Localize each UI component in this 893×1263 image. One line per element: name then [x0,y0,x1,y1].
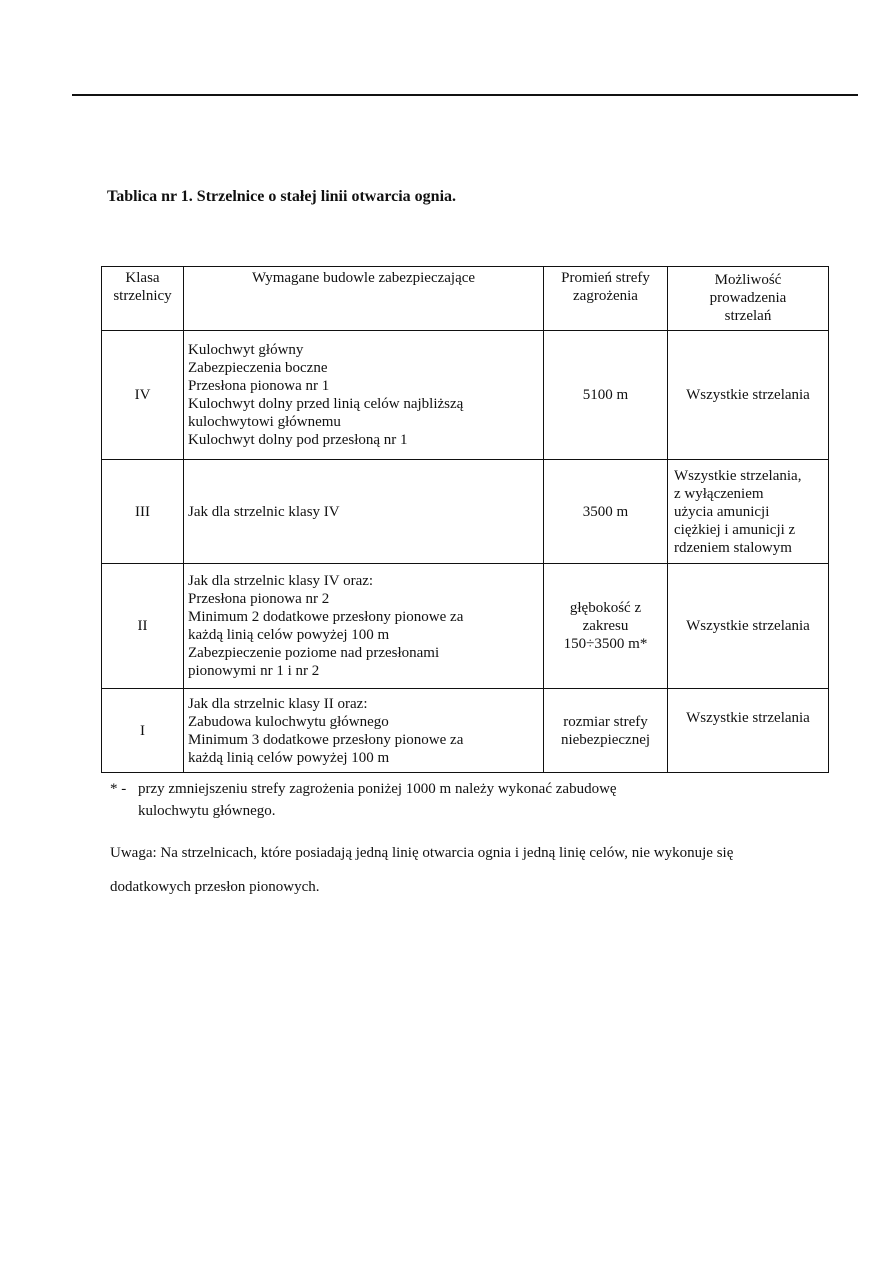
table-row [102,564,829,689]
requirements-cell: Jak dla strzelnic klasy II oraz: Zabudowa kulochwytu głównego Minimum 3 dodatkowe przesłony pionowe za każdą linią celów powyżej 100 m [184,689,544,773]
possibility-cell: Wszystkie strzelania [668,331,829,460]
radius-cell: 5100 m [544,331,668,460]
table-row [102,460,829,564]
page-title: Tablica nr 1. Strzelnice o stałej linii otwarcia ognia. [107,188,457,205]
footnote-line2: kulochwytu głównego. [138,803,276,819]
possibility-cell: Wszystkie strzelania [668,689,829,773]
radius-cell: 3500 m [544,460,668,564]
table-header-row [102,267,829,331]
header-possibility: Możliwość prowadzenia strzelań [668,267,829,331]
radius-cell: rozmiar strefy niebezpiecznej [544,689,668,773]
footnote-line1: przy zmniejszeniu strefy zagrożenia poniżej 1000 m należy wykonać zabudowę [138,781,617,797]
header-radius: Promień strefy zagrożenia [544,267,668,331]
remark-note: Uwaga: Na strzelnicach, które posiadają jedną linię otwarcia ognia i jedną linię celów, nie wykonuje się dodatkowych przesłon pionowych. [110,845,734,895]
header-class: Klasa strzelnicy [102,267,184,331]
class-cell: I [102,689,184,773]
requirements-cell: Jak dla strzelnic klasy IV [184,460,544,564]
class-cell: III [102,460,184,564]
footnote-mark: * - [110,781,127,797]
shooting-ranges-table [101,266,829,773]
class-cell: II [102,564,184,689]
header-requirements: Wymagane budowle zabezpieczające [184,267,544,331]
footnote [110,778,617,822]
class-cell: IV [102,331,184,460]
requirements-cell: Jak dla strzelnic klasy IV oraz: Przesłona pionowa nr 2 Minimum 2 dodatkowe przesłony pionowe za każdą linią celów powyżej 100 m Zabezpieczenie poziome nad przesłonami pionowymi nr 1 i nr 2 [184,564,544,689]
table-row [102,331,829,460]
header-rule [72,94,858,96]
requirements-cell: Kulochwyt główny Zabezpieczenia boczne Przesłona pionowa nr 1 Kulochwyt dolny przed linią celów najbliższą kulochwytowi głównemu Kulochwyt dolny pod przesłoną nr 1 [184,331,544,460]
possibility-cell: Wszystkie strzelania [668,564,829,689]
radius-cell: głębokość z zakresu 150÷3500 m* [544,564,668,689]
possibility-cell: Wszystkie strzelania, z wyłączeniem użycia amunicji ciężkiej i amunicji z rdzeniem stalowym [668,460,829,564]
table-row [102,689,829,773]
